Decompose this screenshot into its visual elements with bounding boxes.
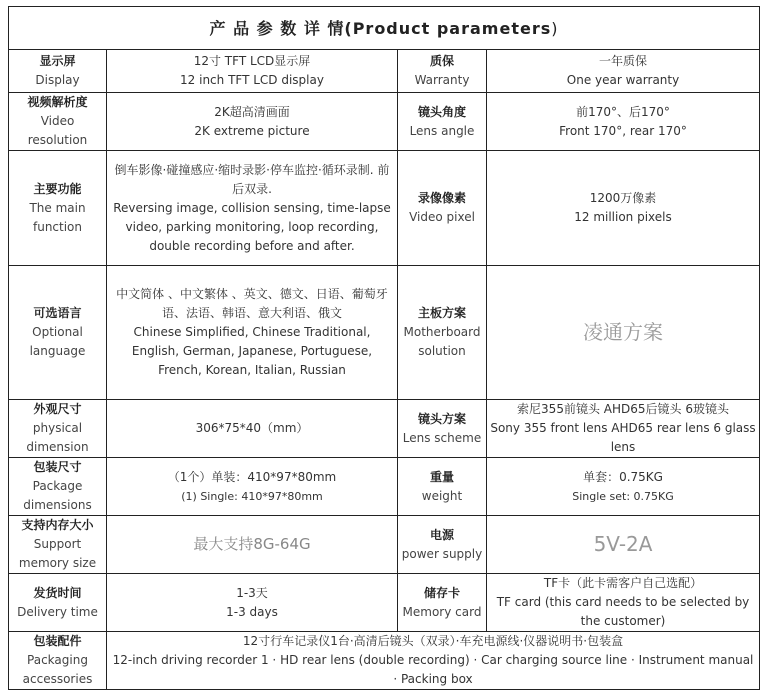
label-en: Warranty <box>414 73 470 87</box>
table-row <box>9 400 760 458</box>
label-zh: 录像像素 <box>417 191 466 205</box>
label-dimension <box>9 400 107 458</box>
table-title <box>9 7 760 50</box>
value-zh: 前170°、后170° <box>576 104 670 119</box>
value-lens-angle <box>487 93 760 151</box>
label-en: language <box>29 344 86 358</box>
label-zh: 外观尺寸 <box>33 402 82 416</box>
label-delivery-time <box>9 574 107 632</box>
label-zh: 可选语言 <box>33 306 82 320</box>
label-weight <box>398 458 487 516</box>
label-en: dimension <box>26 440 89 454</box>
label-lens-scheme <box>398 400 487 458</box>
table-row <box>9 516 760 574</box>
value-warranty <box>487 50 760 93</box>
value-en: One year warranty <box>566 73 680 87</box>
value-en: TF card (this card needs to be selected by the customer) <box>496 595 750 628</box>
label-motherboard <box>398 266 487 400</box>
label-zh: 支持内存大小 <box>21 518 94 532</box>
label-main-function <box>9 151 107 266</box>
value-display <box>107 50 398 93</box>
value-zh: 倒车影像·碰撞感应·缩时录影·停车监控·循环录制. 前后双录. <box>114 162 390 196</box>
title-main: 产 品 参 数 详 情(Product parameters <box>209 18 552 38</box>
value-power-supply <box>487 516 760 574</box>
label-en: weight <box>421 488 463 503</box>
value-delivery-time <box>107 574 398 632</box>
value-memory-size <box>107 516 398 574</box>
value-zh: 中文简体 、中文繁体 、英文、德文、日语、葡萄牙语、法语、韩语、意大利语、俄文 <box>116 287 388 320</box>
label-zh: 显示屏 <box>39 54 76 68</box>
value-en: Sony 355 front lens AHD65 rear lens 6 glass lens <box>490 421 756 454</box>
value-zh: 索尼355前镜头 AHD65后镜头 6玻镜头 <box>517 402 729 416</box>
table-row <box>9 266 760 400</box>
label-language <box>9 266 107 400</box>
table-row <box>9 50 760 93</box>
product-parameters-table <box>8 6 760 690</box>
value-dimension <box>107 400 398 458</box>
value-zh: 1200万像素 <box>589 191 657 205</box>
label-en: Optional <box>32 325 83 339</box>
value-zh: （1个）单装：410*97*80mm <box>167 469 337 484</box>
value-memory-card <box>487 574 760 632</box>
label-en: memory size <box>18 556 97 570</box>
label-en: Memory card <box>402 604 482 619</box>
label-warranty <box>398 50 487 93</box>
value-en: 12 million pixels <box>574 210 672 224</box>
value-en: Chinese Simplified, Chinese Traditional, English, German, Japanese, Portuguese, French, Korean, Italian, Russian <box>131 325 373 377</box>
table-row <box>9 93 760 151</box>
label-en: The main <box>29 200 86 215</box>
value-zh: 12寸 TFT LCD显示屏 <box>193 54 311 68</box>
label-zh: 主板方案 <box>417 306 466 320</box>
value: 凌通方案 <box>583 320 663 344</box>
table-row <box>9 458 760 516</box>
label-zh: 镜头方案 <box>417 411 466 426</box>
value-en: (1) Single: 410*97*80mm <box>181 489 323 503</box>
label-zh: 电源 <box>429 527 454 542</box>
table-row <box>9 574 760 632</box>
label-en: Lens angle <box>409 123 475 138</box>
label-en: accessories <box>22 672 93 686</box>
label-zh: 发货时间 <box>33 585 82 600</box>
label-en: solution <box>418 344 466 358</box>
value-package-dimensions <box>107 458 398 516</box>
value-en: 12 inch TFT LCD display <box>180 73 324 87</box>
label-en: dimensions <box>23 498 92 512</box>
value-en: Reversing image, collision sensing, time-lapse video, parking monitoring, loop recording, double recording before and after. <box>113 200 391 253</box>
value-en: 1-3 days <box>226 604 278 619</box>
value-weight <box>487 458 760 516</box>
value-language <box>107 266 398 400</box>
label-en: Video resolution <box>27 114 88 147</box>
label-zh: 质保 <box>429 54 454 68</box>
label-en: Support <box>33 537 82 551</box>
value-en: Front 170°, rear 170° <box>559 123 687 138</box>
value-accessories <box>107 632 760 690</box>
value: 5V-2A <box>593 532 653 556</box>
title-paren: ) <box>551 18 559 38</box>
label-video-pixel <box>398 151 487 266</box>
label-en: Delivery time <box>17 604 98 619</box>
label-zh: 重量 <box>429 469 454 484</box>
value-en: Single set: 0.75KG <box>572 489 674 503</box>
label-accessories <box>9 632 107 690</box>
value-main-function <box>107 151 398 266</box>
label-memory-card <box>398 574 487 632</box>
label-zh: 储存卡 <box>423 585 460 600</box>
label-en: Package <box>32 479 83 493</box>
label-lens-angle <box>398 93 487 151</box>
value-video-resolution <box>107 93 398 151</box>
label-zh: 包装配件 <box>33 634 82 648</box>
label-en: Lens scheme <box>402 430 482 445</box>
label-zh: 主要功能 <box>33 181 82 196</box>
label-en: Motherboard <box>403 325 481 339</box>
label-en: Video pixel <box>409 210 475 224</box>
value-zh: 12寸行车记录仪1台·高清后镜头（双录）·车充电源线·仪器说明书·包装盒 <box>242 634 624 648</box>
value-motherboard <box>487 266 760 400</box>
label-en: Display <box>35 73 80 87</box>
value-lens-scheme <box>487 400 760 458</box>
label-zh: 包装尺寸 <box>33 460 82 474</box>
label-en: Packaging <box>27 653 88 667</box>
value: 306*75*40（mm） <box>195 421 309 435</box>
value-zh: 单套：0.75KG <box>583 469 663 484</box>
value-zh: TF卡（此卡需客户自己选配） <box>543 576 703 590</box>
label-power-supply <box>398 516 487 574</box>
value-en: 2K extreme picture <box>194 123 310 138</box>
value-video-pixel <box>487 151 760 266</box>
title-row <box>9 7 760 50</box>
label-zh: 镜头角度 <box>417 104 466 119</box>
value-zh: 2K超高清画面 <box>214 104 290 119</box>
label-video-resolution <box>9 93 107 151</box>
label-en: function <box>32 219 83 234</box>
table-row <box>9 632 760 690</box>
table-row <box>9 151 760 266</box>
value-zh: 一年质保 <box>599 54 648 68</box>
label-package-dimensions <box>9 458 107 516</box>
label-memory-size <box>9 516 107 574</box>
label-en: physical <box>32 421 83 435</box>
label-zh: 视频解析度 <box>27 95 88 109</box>
value-en: 12-inch driving recorder 1 · HD rear lens (double recording) · Car charging source line · Instrument manual · Packing box <box>112 653 754 686</box>
value-zh: 1-3天 <box>236 585 268 600</box>
label-en: power supply <box>401 546 483 561</box>
value: 最大支持8G-64G <box>193 535 311 553</box>
label-display <box>9 50 107 93</box>
